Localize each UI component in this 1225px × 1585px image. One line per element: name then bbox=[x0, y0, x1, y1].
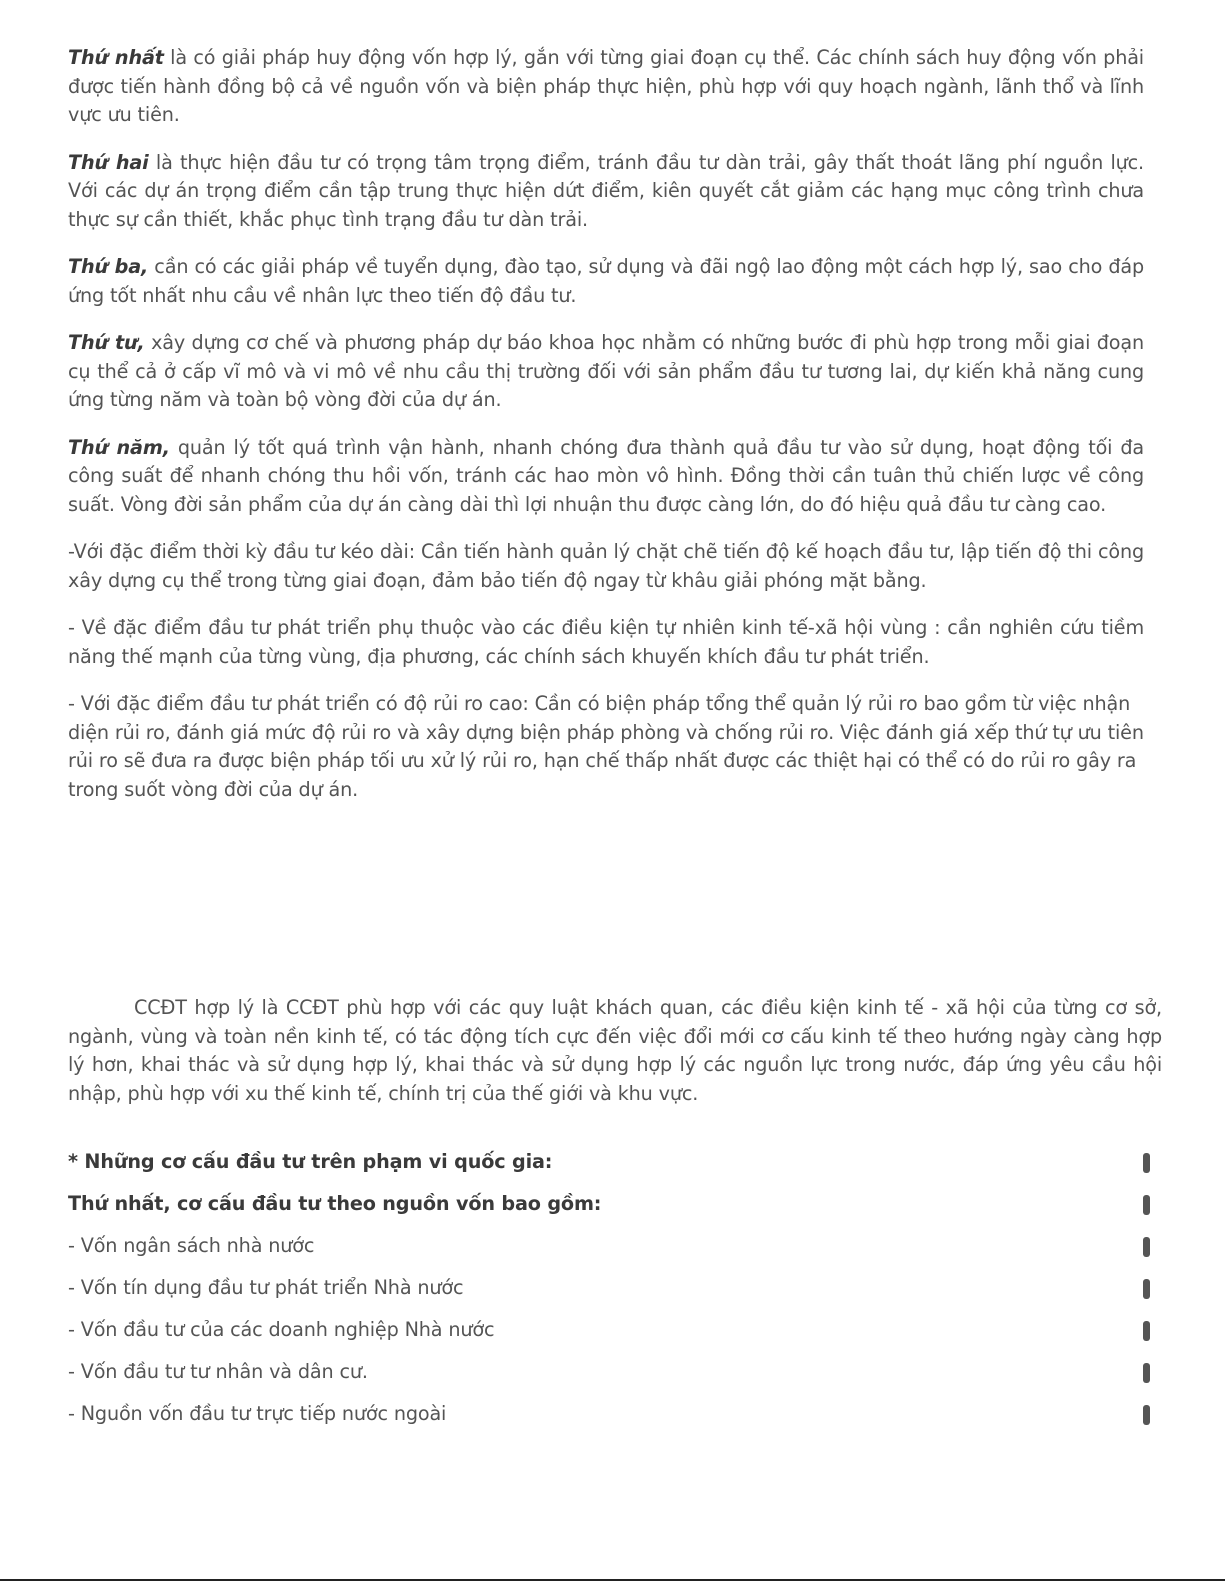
margin-marker bbox=[1143, 1405, 1150, 1425]
structure-section bbox=[68, 994, 1162, 1127]
capital-structure-list bbox=[68, 1147, 1162, 1441]
list-item-text: - Vốn đầu tư tư nhân và dân cư. bbox=[68, 1360, 368, 1383]
list-item bbox=[68, 1315, 1162, 1357]
paragraph-first bbox=[68, 44, 1144, 130]
paragraph-second-text: là thực hiện đầu tư có trọng tâm trọng điểm, tránh đầu tư dàn trải, gây thất thoát lãng phí nguồn lực. Với các dự án trọng điểm cần tập trung thực hiện dứt điểm, kiên quyết cắt giảm các hạng mục công trình chưa thực sự cần thiết, khắc phục tình trạng đầu tư dàn trải. bbox=[68, 150, 1144, 231]
paragraph-conditions: - Về đặc điểm đầu tư phát triển phụ thuộc vào các điều kiện tự nhiên kinh tế-xã hội vùng : cần nghiên cứu tiềm năng thế mạnh của từng vùng, địa phương, các chính sách khuyến khích đầu tư phát triển. bbox=[68, 616, 1144, 668]
paragraph-fifth-text: quản lý tốt quá trình vận hành, nhanh chóng đưa thành quả đầu tư vào sử dụng, hoạt động tối đa công suất để nhanh chóng thu hồi vốn, tránh các hao mòn vô hình. Đồng thời cần tuân thủ chiến lược về công suất. Vòng đời sản phẩm của dự án càng dài thì lợi nhuận thu được càng lớn, do đó hiệu quả đầu tư càng cao. bbox=[68, 435, 1144, 516]
margin-marker bbox=[1143, 1237, 1150, 1257]
lead-second: Thứ hai bbox=[68, 150, 149, 174]
margin-marker bbox=[1143, 1153, 1150, 1173]
margin-marker bbox=[1143, 1363, 1150, 1383]
paragraph-second bbox=[68, 149, 1144, 235]
lead-fifth: Thứ năm, bbox=[68, 435, 170, 459]
list-item bbox=[68, 1231, 1162, 1273]
paragraph-duration: -Với đặc điểm thời kỳ đầu tư kéo dài: Cần tiến hành quản lý chặt chẽ tiến độ kế hoạch đầu tư, lập tiến độ thi công xây dựng cụ thể trong từng giai đoạn, đảm bảo tiến độ ngay từ khâu giải phóng mặt bằng. bbox=[68, 540, 1144, 592]
lead-fourth: Thứ tư, bbox=[68, 331, 145, 354]
list-item-text: - Vốn ngân sách nhà nước bbox=[68, 1234, 315, 1257]
paragraph-third-text: cần có các giải pháp về tuyển dụng, đào tạo, sử dụng và đãi ngộ lao động một cách hợp lý, sao cho đáp ứng tốt nhất nhu cầu về nhân lực theo tiến độ đầu tư. bbox=[68, 255, 1144, 307]
paragraph-first-text: là có giải pháp huy động vốn hợp lý, gắn với từng giai đoạn cụ thể. Các chính sách huy động vốn phải được tiến hành đồng bộ cả về nguồn vốn và biện pháp thực hiện, phù hợp với quy hoạch ngành, lãnh thổ và lĩnh vực ưu tiên. bbox=[68, 46, 1144, 126]
margin-marker bbox=[1143, 1279, 1150, 1299]
lead-first: Thứ nhất bbox=[68, 46, 164, 69]
list-item-text: - Vốn tín dụng đầu tư phát triển Nhà nước bbox=[68, 1276, 464, 1299]
list-item bbox=[68, 1399, 1162, 1441]
page-bottom-rule bbox=[0, 1579, 1225, 1581]
paragraph-fourth-text: xây dựng cơ chế và phương pháp dự báo khoa học nhằm có những bước đi phù hợp trong mỗi giai đoạn cụ thể cả ở cấp vĩ mô và vi mô về nhu cầu thị trường đối với sản phẩm đầu tư tương lai, dự kiến khả năng cung ứng từng năm và toàn bộ vòng đời của dự án. bbox=[68, 331, 1144, 411]
paragraph-third bbox=[68, 253, 1144, 310]
solutions-section bbox=[68, 44, 1144, 823]
heading-by-capital-source bbox=[68, 1189, 1162, 1231]
paragraph-ccdt-intro: CCĐT hợp lý là CCĐT phù hợp với các quy luật khách quan, các điều kiện kinh tế - xã hội của từng cơ sở, ngành, vùng và toàn nền kinh tế, có tác động tích cực đến việc đổi mới cơ cấu kinh tế theo hướng ngày càng hợp lý hơn, khai thác và sử dụng hợp lý, khai thác và sử dụng hợp lý các nguồn lực trong nước, đáp ứng yêu cầu hội nhập, phù hợp với xu thế kinh tế, chính trị của thế giới và khu vực. bbox=[68, 996, 1162, 1105]
heading-by-capital-source-text: Thứ nhất, cơ cấu đầu tư theo nguồn vốn bao gồm: bbox=[68, 1192, 602, 1215]
list-item bbox=[68, 1273, 1162, 1315]
heading-national-structure bbox=[68, 1147, 1162, 1189]
paragraph-fourth bbox=[68, 329, 1144, 415]
paragraph-risk: - Với đặc điểm đầu tư phát triển có độ rủi ro cao: Cần có biện pháp tổng thể quản lý rủi ro bao gồm từ việc nhận diện rủi ro, đánh giá mức độ rủi ro và xây dựng biện pháp phòng và chống rủi ro. Việc đánh giá xếp thứ tự ưu tiên rủi ro sẽ đưa ra được biện pháp tối ưu xử lý rủi ro, hạn chế thấp nhất được các thiệt hại có thể có do rủi ro gây ra trong suốt vòng đời của dự án. bbox=[68, 692, 1144, 801]
heading-national-structure-text: * Những cơ cấu đầu tư trên phạm vi quốc gia: bbox=[68, 1150, 553, 1173]
margin-marker bbox=[1143, 1321, 1150, 1341]
list-item-text: - Nguồn vốn đầu tư trực tiếp nước ngoài bbox=[68, 1402, 447, 1425]
list-item bbox=[68, 1357, 1162, 1399]
margin-marker bbox=[1143, 1195, 1150, 1215]
paragraph-fifth bbox=[68, 434, 1144, 520]
list-item-text: - Vốn đầu tư của các doanh nghiệp Nhà nước bbox=[68, 1318, 495, 1341]
lead-third: Thứ ba, bbox=[68, 255, 149, 278]
